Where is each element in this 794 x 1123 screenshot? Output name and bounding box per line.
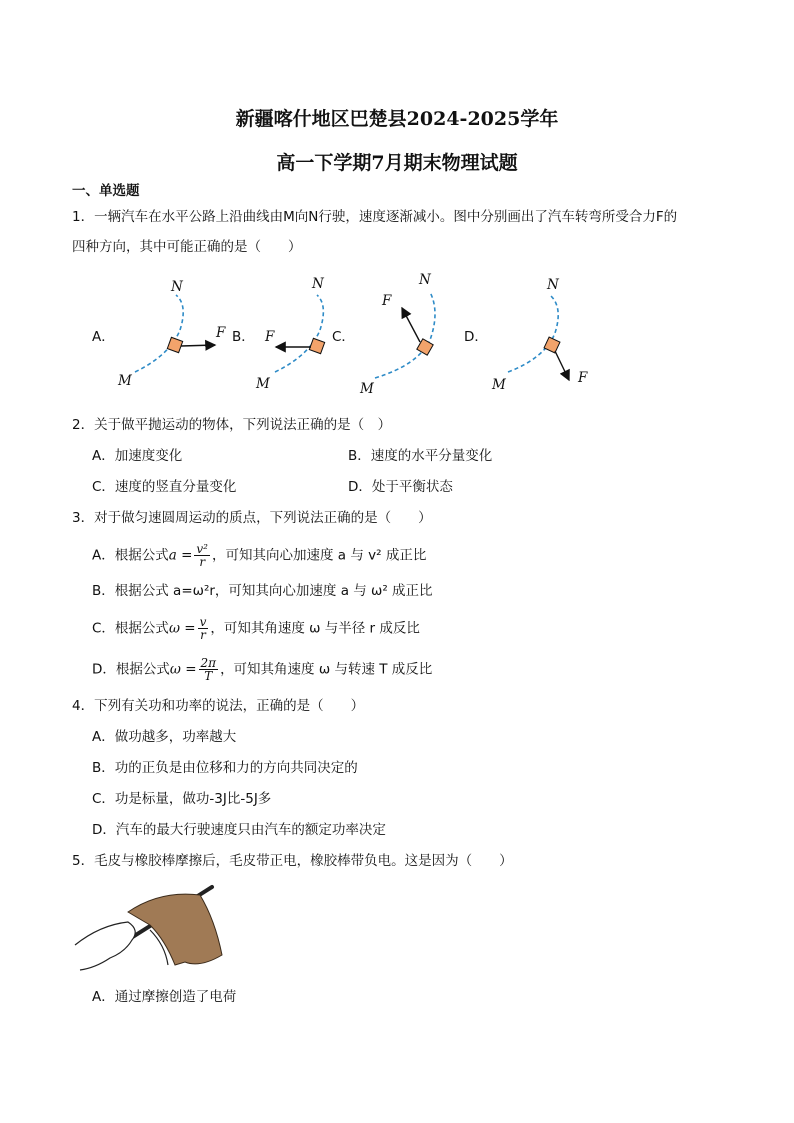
q1b-path-curve	[275, 295, 323, 372]
q3c-denominator: r	[200, 628, 206, 642]
q1d-label-n: N	[547, 277, 559, 293]
q1c-label-n: N	[419, 272, 431, 288]
q1a-force-arrow	[181, 345, 215, 346]
q1b-car	[309, 338, 324, 353]
q5-option-a: A．通过摩擦创造了电荷	[92, 989, 237, 1005]
q3-option-d	[92, 657, 432, 682]
q1a-path-curve	[135, 295, 183, 372]
q3c-numerator: v	[199, 615, 207, 629]
q4-option-b: B．功的正负是由位移和力的方向共同决定的	[92, 760, 358, 776]
q1b-label-f: F	[265, 329, 275, 345]
q1a-label-n: N	[171, 279, 183, 295]
q1-stem-line2: 四种方向，其中可能正确的是（ ）	[72, 239, 302, 255]
q1d-path-curve	[508, 296, 558, 372]
q1-stem-line1: 1．一辆汽车在水平公路上沿曲线由M向N行驶，速度逐渐减小。图中分别画出了汽车转弯所受合力F的	[72, 209, 678, 225]
q3a-numerator: v²	[196, 542, 208, 556]
q2-option-a: A．加速度变化	[92, 448, 183, 464]
q3a-lhs: a =	[168, 547, 193, 564]
q5-hand	[75, 922, 135, 970]
q3-option-a	[92, 543, 426, 568]
q3d-denominator: T	[204, 669, 213, 683]
q1a-car	[167, 337, 182, 352]
q3d-numerator: 2π	[200, 656, 217, 670]
q4-option-a: A．做功越多，功率越大	[92, 729, 237, 745]
q1-option-a: A．	[92, 329, 115, 345]
exam-title-line1: 新疆喀什地区巴楚县2024-2025学年	[235, 108, 559, 130]
q3-option-c	[92, 616, 420, 641]
q3-stem: 3．对于做匀速圆周运动的质点，下列说法正确的是（ ）	[72, 510, 432, 526]
q1b-label-m: M	[256, 376, 270, 392]
q3d-lhs: ω =	[169, 661, 197, 678]
q2-option-d: D．处于平衡状态	[348, 479, 453, 495]
q1-option-b: B．	[232, 329, 255, 345]
q5-stem: 5．毛皮与橡胶棒摩擦后，毛皮带正电，橡胶棒带负电。这是因为（ ）	[72, 853, 513, 869]
q3d-suffix: ，可知其角速度 ω 与转速 T 成反比	[220, 661, 433, 678]
q4-option-d: D．汽车的最大行驶速度只由汽车的额定功率决定	[92, 822, 386, 838]
q3a-fraction	[194, 543, 210, 568]
q3-option-b: B．根据公式 a=ω²r，可知其向心加速度 a 与 ω² 成正比	[92, 583, 433, 599]
q5-illustration	[75, 887, 222, 970]
q3d-fraction	[199, 657, 219, 682]
q3c-lhs: ω =	[168, 620, 196, 637]
q3a-prefix: A．根据公式	[92, 547, 169, 564]
q1d-force-arrow	[555, 351, 569, 380]
q3c-prefix: C．根据公式	[92, 620, 169, 637]
q3a-suffix: ，可知其向心加速度 a 与 v² 成正比	[212, 547, 427, 564]
q3d-prefix: D．根据公式	[92, 661, 170, 678]
exam-title-line2: 高一下学期7月期末物理试题	[276, 152, 518, 174]
q1d-car	[544, 337, 560, 353]
q3c-suffix: ，可知其角速度 ω 与半径 r 成反比	[210, 620, 420, 637]
q1a-label-f: F	[216, 325, 226, 341]
q1d-label-m: M	[492, 377, 506, 393]
q2-option-b: B．速度的水平分量变化	[348, 448, 493, 464]
q1a-label-m: M	[118, 373, 132, 389]
q1-option-d: D．	[464, 329, 488, 345]
q1c-label-f: F	[382, 293, 392, 309]
q1d-label-f: F	[578, 370, 588, 386]
section-heading: 一、单选题	[72, 183, 140, 199]
q3a-denominator: r	[199, 555, 206, 569]
q1c-label-m: M	[360, 381, 374, 397]
q1b-label-n: N	[312, 276, 324, 292]
q2-stem: 2．关于做平抛运动的物体，下列说法正确的是（ ）	[72, 417, 392, 433]
q2-option-c: C．速度的竖直分量变化	[92, 479, 237, 495]
q1-option-c: C．	[332, 329, 355, 345]
q4-option-c: C．功是标量，做功-3J比-5J多	[92, 791, 272, 807]
q1c-force-arrow	[402, 308, 420, 342]
q4-stem: 4．下列有关功和功率的说法，正确的是（ ）	[72, 698, 365, 714]
q3c-fraction	[198, 616, 209, 641]
